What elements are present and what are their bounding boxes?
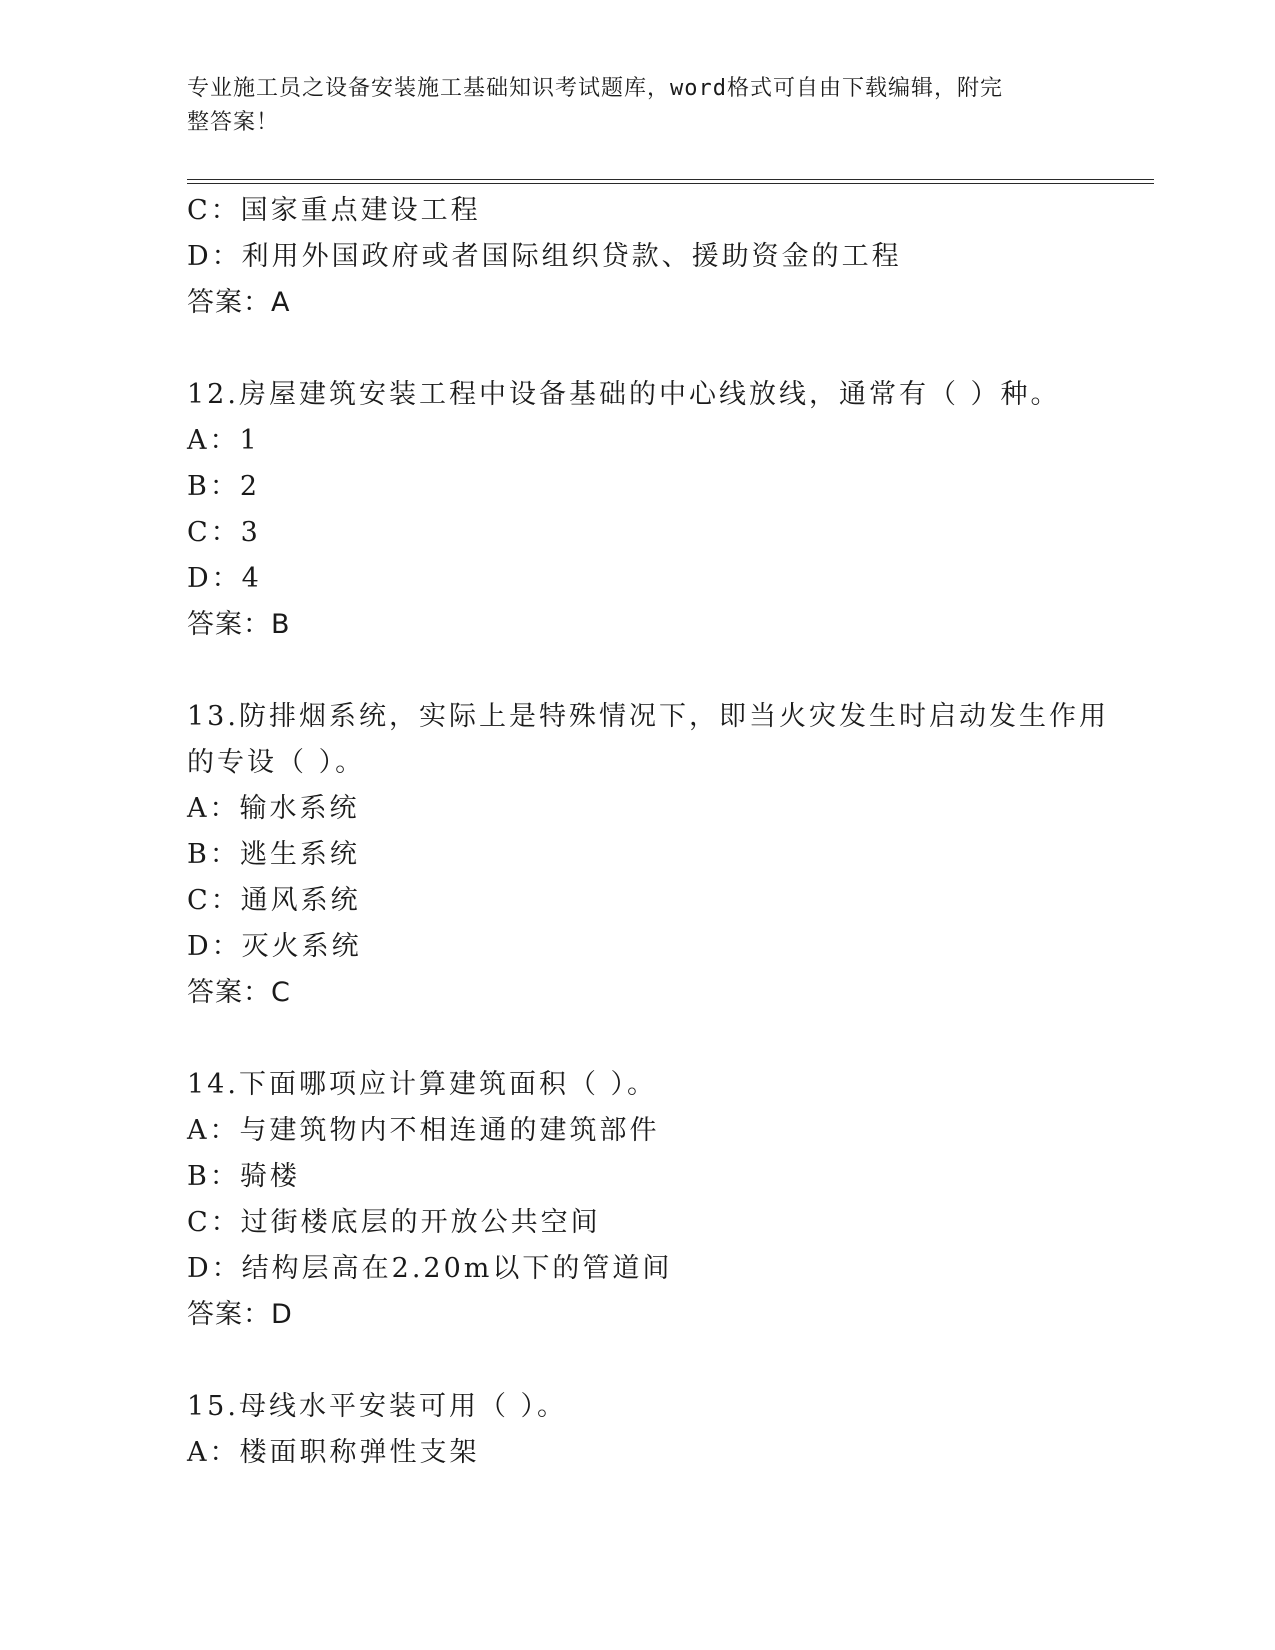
- answer-line: 答案：C: [187, 977, 291, 1008]
- spacer: [187, 326, 1087, 372]
- option-c: C：通风系统: [187, 885, 361, 916]
- question-stem: 13.防排烟系统，实际上是特殊情况下，即当火灾发生时启动发生作用: [187, 701, 1109, 732]
- option-d: D：利用外国政府或者国际组织贷款、援助资金的工程: [187, 241, 902, 272]
- option-d: D：灭火系统: [187, 931, 362, 962]
- header-divider-top: [187, 179, 1154, 180]
- option-d: D：结构层高在2.20m以下的管道间: [187, 1253, 673, 1284]
- option-d: D：4: [187, 563, 262, 594]
- header-line-2: 整答案！: [187, 110, 280, 135]
- option-b: B：骑楼: [187, 1161, 300, 1192]
- spacer: [187, 1016, 1087, 1062]
- spacer: [187, 648, 1087, 694]
- option-c: C：3: [187, 517, 261, 548]
- option-c: C：过街楼底层的开放公共空间: [187, 1207, 601, 1238]
- option-b: B：逃生系统: [187, 839, 360, 870]
- option-a: A：1: [187, 425, 260, 456]
- header-line-1: 专业施工员之设备安装施工基础知识考试题库，word格式可自由下载编辑，附完: [187, 76, 1003, 101]
- option-a: A：楼面职称弹性支架: [187, 1437, 480, 1468]
- question-stem: 14.下面哪项应计算建筑面积（ ）。: [187, 1069, 658, 1100]
- question-list: [187, 188, 1109, 1476]
- question-stem: 12.房屋建筑安装工程中设备基础的中心线放线，通常有（ ）种。: [187, 379, 1061, 410]
- question-stem: 15.母线水平安装可用（ ）。: [187, 1391, 568, 1422]
- answer-line: 答案：D: [187, 1299, 293, 1330]
- spacer: [187, 1338, 1087, 1384]
- document-header: [187, 72, 1057, 140]
- answer-line: 答案：B: [187, 609, 291, 640]
- option-a: A：输水系统: [187, 793, 360, 824]
- option-b: B：2: [187, 471, 261, 502]
- option-c: C：国家重点建设工程: [187, 195, 481, 226]
- option-a: A：与建筑物内不相连通的建筑部件: [187, 1115, 660, 1146]
- answer-line: 答案：A: [187, 287, 291, 318]
- header-divider-bottom: [187, 183, 1154, 184]
- question-stem-continued: 的专设（ ）。: [187, 747, 366, 778]
